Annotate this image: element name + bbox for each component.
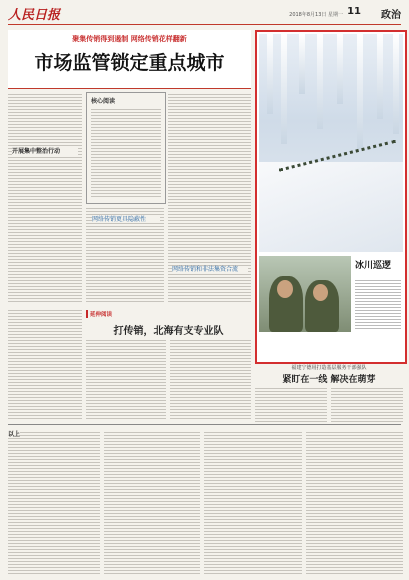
subhead-2: 网络传销更具隐蔽性 — [92, 216, 160, 223]
bottom-column-1 — [8, 430, 100, 574]
story2-headline: 打传销，北海有支专业队 — [86, 322, 251, 337]
icicle — [299, 34, 305, 94]
section-divider — [8, 424, 401, 425]
right-story-headline: 紧盯在一线 解决在萌芽 — [282, 375, 376, 385]
text-column-1 — [8, 92, 82, 304]
lead-kicker: 聚集传销得到遏制 网络传销花样翻新 — [72, 35, 187, 43]
soldiers-photo — [259, 256, 351, 332]
newspaper-logo: 人民日报 — [8, 8, 61, 23]
subhead-1: 开展集中整治行动 — [12, 148, 78, 155]
text-column-5 — [86, 338, 166, 420]
bottom-subhead: 以上 — [8, 431, 21, 438]
dateline: 2018年8月13日 星期一 — [289, 12, 343, 18]
icicle — [317, 34, 323, 129]
icicle — [393, 34, 399, 134]
icicle — [357, 34, 363, 149]
soldier-face — [313, 284, 328, 301]
photo-feature — [255, 30, 407, 364]
icicle — [377, 34, 383, 119]
glacier-photo — [259, 34, 403, 252]
right-column-1 — [255, 386, 327, 422]
bar-marker — [86, 310, 88, 318]
icicle — [281, 34, 287, 144]
bottom-column-3 — [204, 430, 302, 574]
right-column-2 — [331, 386, 403, 422]
icicle — [267, 34, 273, 114]
bottom-column-4 — [306, 430, 403, 574]
right-story-kicker: 福建宁德用打造基层服务干部强队 — [291, 365, 367, 371]
section-name: 政治 — [381, 10, 401, 21]
photo-caption-text — [355, 278, 401, 330]
box-text — [91, 107, 161, 199]
page-number: 11 — [347, 6, 361, 17]
icicle — [337, 34, 343, 104]
lead-headline-block — [8, 30, 251, 89]
subhead-3: 网络传销和非法集资合流 — [172, 266, 248, 273]
masthead — [8, 4, 401, 25]
lead-headline: 市场监管锁定重点城市 — [34, 52, 225, 74]
key-summary-box — [86, 92, 166, 204]
text-column-4 — [8, 308, 82, 420]
box-title: 核心阅读 — [91, 98, 116, 105]
bar-label: 延伸阅读 — [90, 312, 113, 318]
text-column-6 — [170, 338, 251, 420]
soldier-face — [277, 280, 293, 298]
photo-caption-title: 冰川巡逻 — [355, 261, 392, 271]
bottom-column-2 — [104, 430, 200, 574]
